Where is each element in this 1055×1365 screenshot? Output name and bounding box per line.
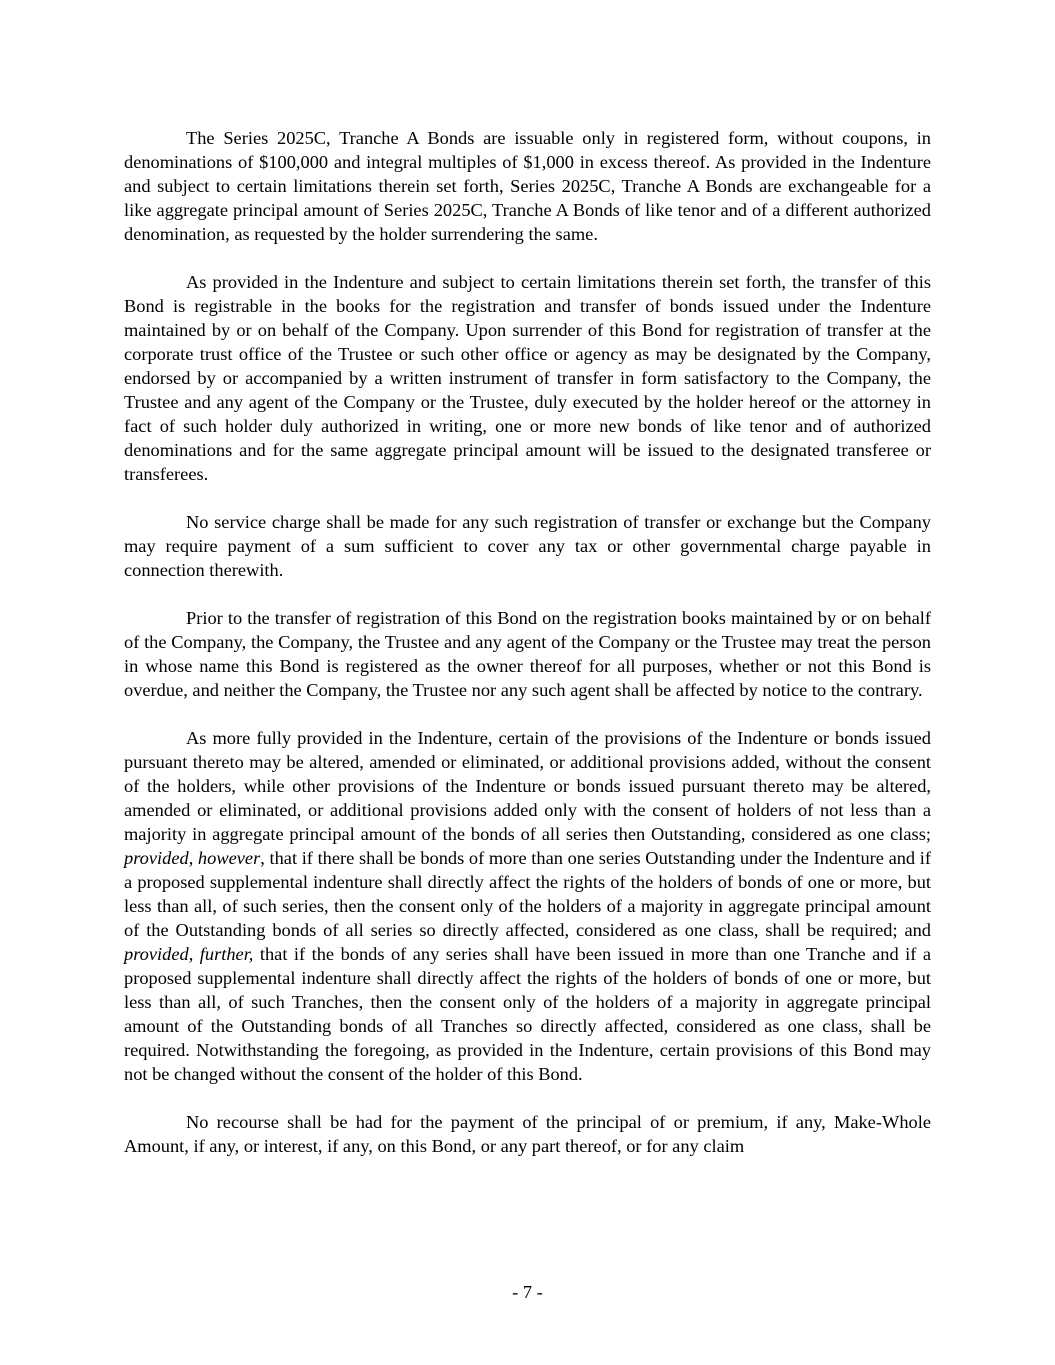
paragraph-owner-treatment: Prior to the transfer of registration of this Bond on the registration books maintained by or on behalf of the Company, the Company, the Trustee and any agent of the Company or the Trustee may treat the person in whose name this Bond is registered as the owner thereof for all purposes, whether or not this Bond is overdue, and neither the Company, the Trustee nor any such agent shall be affected by notice to the contrary. bbox=[124, 608, 931, 700]
amendments-italic-provided-further: provided, further, bbox=[124, 944, 254, 964]
paragraph-service-charge: No service charge shall be made for any such registration of transfer or exchange but the Company may require payment of a sum sufficient to cover any tax or other governmental charge payable in connection therewith. bbox=[124, 512, 931, 580]
amendments-text-part2: , that if there shall be bonds of more than one series Outstanding under the Indenture and if a proposed supplemental indenture shall directly affect the rights of the holders of bonds of one or more, but less than all, of such series, then the consent only of the holders of a majority in aggregate principal amount of the Outstanding bonds of all series so directly affected, considered as one class, shall be required; and bbox=[124, 848, 932, 940]
amendments-text-part3: that if the bonds of any series shall have been issued in more than one Tranche and if a proposed supplemental indenture shall directly affect the rights of the holders of bonds of one or more, but less than all, of such Tranches, then the consent only of the holders of a majority in aggregate principal amount of the Outstanding bonds of all Tranches so directly affected, considered as one class, shall be required. Notwithstanding the foregoing, as provided in the Indenture, certain provisions of this Bond may not be changed without the consent of the holder of this Bond. bbox=[124, 944, 931, 1084]
page-number: - 7 - bbox=[512, 1282, 543, 1302]
paragraph-denominations: The Series 2025C, Tranche A Bonds are issuable only in registered form, without coupons, in denominations of $100,000 and integral multiples of $1,000 in excess thereof. As provided in the Indenture and subject to certain limitations therein set forth, Series 2025C, Tranche A Bonds are exchangeable for a like aggregate principal amount of Series 2025C, Tranche A Bonds of like tenor and of a different authorized denomination, as requested by the holder surrendering the same. bbox=[124, 128, 931, 244]
paragraph-amendments bbox=[124, 726, 931, 1086]
document-body bbox=[124, 126, 931, 1158]
amendments-italic-provided-however: provided, however bbox=[124, 848, 261, 868]
paragraph-transfer: As provided in the Indenture and subject to certain limitations therein set forth, the transfer of this Bond is registrable in the books for the registration and transfer of bonds issued under the Indenture maintained by or on behalf of the Company. Upon surrender of this Bond for registration of transfer at the corporate trust office of the Trustee or such other office or agency as may be designated by the Company, endorsed by or accompanied by a written instrument of transfer in form satisfactory to the Company, the Trustee and any agent of the Company or the Trustee, duly executed by the holder hereof or the attorney in fact of such holder duly authorized in writing, one or more new bonds of like tenor and of authorized denominations and for the same aggregate principal amount will be issued to the designated transferee or transferees. bbox=[124, 272, 931, 484]
amendments-text-part1: As more fully provided in the Indenture, certain of the provisions of the Indenture or bonds issued pursuant thereto may be altered, amended or eliminated, or additional provisions added, without the consent of the holders, while other provisions of the Indenture or bonds issued pursuant thereto may be altered, amended or eliminated, or additional provisions added only with the consent of holders of not less than a majority in aggregate principal amount of the bonds of all series then Outstanding, considered as one class; bbox=[124, 728, 931, 844]
paragraph-no-recourse: No recourse shall be had for the payment of the principal of or premium, if any, Make-Whole Amount, if any, or interest, if any, on this Bond, or any part thereof, or for any claim bbox=[124, 1112, 931, 1156]
